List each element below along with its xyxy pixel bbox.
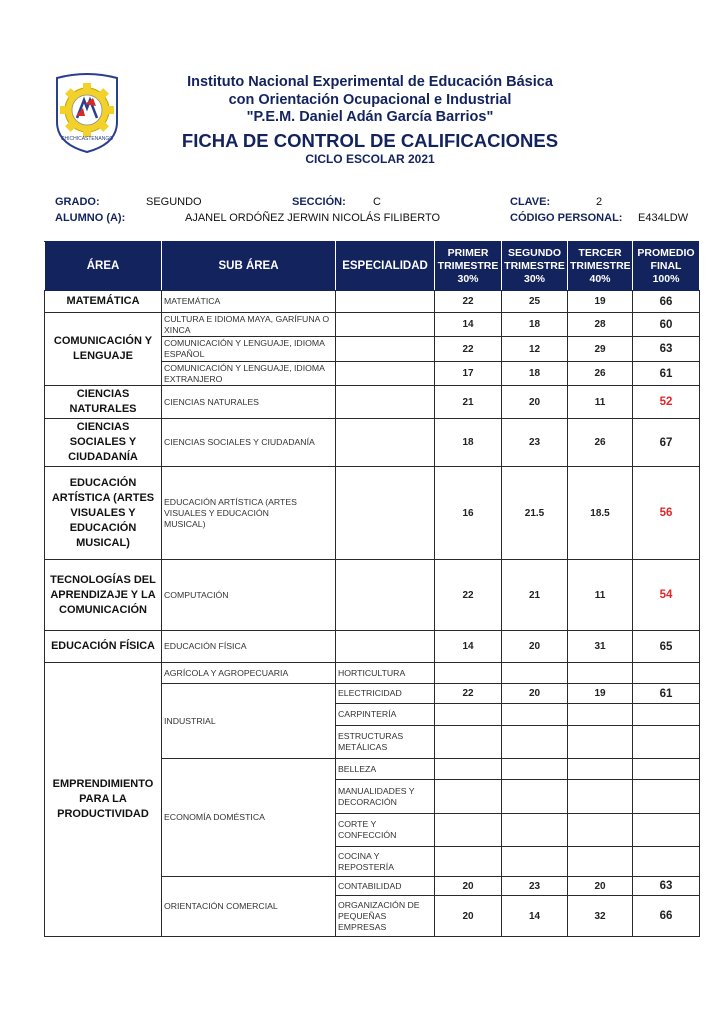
subarea-cell: COMUNICACIÓN Y LENGUAJE, IDIOMA ESPAÑOL — [162, 337, 336, 362]
svg-text:CHICHICASTENANGO: CHICHICASTENANGO — [60, 136, 114, 142]
grade-t3: 32 — [568, 896, 633, 937]
grade-t2: 12 — [502, 337, 568, 362]
table-row — [45, 467, 700, 560]
grade-t3: 29 — [568, 337, 633, 362]
grade-t3 — [568, 759, 633, 780]
codigo-personal-value: E434LDW — [638, 212, 689, 224]
grade-promedio-failing: 54 — [633, 560, 700, 631]
grade-promedio: 66 — [633, 896, 700, 937]
grade-t1 — [435, 704, 502, 726]
seccion-label: SECCIÓN: — [292, 196, 346, 208]
subarea-cell: ECONOMÍA DOMÉSTICA — [162, 759, 336, 877]
grade-t1: 20 — [435, 877, 502, 896]
table-row — [45, 631, 700, 663]
grade-t2: 21.5 — [502, 467, 568, 560]
alumno-label: ALUMNO (A): — [55, 212, 126, 224]
grade-t2: 18 — [502, 362, 568, 386]
grade-t1: 17 — [435, 362, 502, 386]
col-header-especialidad: ESPECIALIDAD — [336, 242, 435, 291]
table-header-row — [45, 242, 700, 291]
area-ciencias-sociales: CIENCIAS SOCIALES Y CIUDADANÍA — [45, 419, 162, 467]
especialidad-cell — [336, 419, 435, 467]
grade-t1: 22 — [435, 291, 502, 313]
especialidad-cell: COCINA Y REPOSTERÍA — [336, 847, 435, 877]
area-comunicacion: COMUNICACIÓN Y LENGUAJE — [45, 313, 162, 386]
col-header-tercer-trimestre: TERCER TRIMESTRE 40% — [568, 242, 633, 291]
grade-t1: 14 — [435, 631, 502, 663]
grade-t1: 22 — [435, 684, 502, 704]
grade-t3: 19 — [568, 684, 633, 704]
grade-t3: 11 — [568, 386, 633, 419]
col-header-primer-trimestre: PRIMER TRIMESTRE 30% — [435, 242, 502, 291]
grade-t3: 26 — [568, 419, 633, 467]
grade-promedio — [633, 726, 700, 759]
grade-t1: 18 — [435, 419, 502, 467]
institution-name-line3: "P.E.M. Daniel Adán García Barrios" — [246, 109, 494, 125]
grade-promedio: 61 — [633, 684, 700, 704]
especialidad-cell: BELLEZA — [336, 759, 435, 780]
especialidad-cell: ELECTRICIDAD — [336, 684, 435, 704]
col-header-segundo-trimestre: SEGUNDO TRIMESTRE 30% — [502, 242, 568, 291]
grades-table — [44, 241, 700, 937]
especialidad-cell: ORGANIZACIÓN DE PEQUEÑAS EMPRESAS — [336, 896, 435, 937]
grado-label: GRADO: — [55, 196, 100, 208]
area-ciencias-naturales: CIENCIAS NATURALES — [45, 386, 162, 419]
grade-promedio: 63 — [633, 877, 700, 896]
grade-t2: 20 — [502, 631, 568, 663]
grade-t1 — [435, 759, 502, 780]
area-matematica: MATEMÁTICA — [45, 291, 162, 313]
grade-t3 — [568, 814, 633, 847]
grade-promedio — [633, 780, 700, 814]
area-educacion-fisica: EDUCACIÓN FÍSICA — [45, 631, 162, 663]
grade-t1: 16 — [435, 467, 502, 560]
grade-t3: 11 — [568, 560, 633, 631]
grade-promedio-failing: 56 — [633, 467, 700, 560]
table-row — [45, 313, 700, 337]
grade-t3: 19 — [568, 291, 633, 313]
especialidad-cell — [336, 313, 435, 337]
grade-t3: 20 — [568, 877, 633, 896]
grade-t2 — [502, 663, 568, 684]
grade-t3 — [568, 780, 633, 814]
codigo-personal-label: CÓDIGO PERSONAL: — [510, 212, 623, 224]
seccion-value: C — [373, 196, 381, 208]
grade-promedio: 65 — [633, 631, 700, 663]
grade-t1: 21 — [435, 386, 502, 419]
especialidad-cell: MANUALIDADES Y DECORACIÓN — [336, 780, 435, 814]
institution-name-line2: con Orientación Ocupacional e Industrial — [228, 91, 512, 108]
table-row — [45, 560, 700, 631]
grado-value: SEGUNDO — [146, 196, 202, 208]
grade-t1 — [435, 726, 502, 759]
especialidad-cell: HORTICULTURA — [336, 663, 435, 684]
especialidad-cell — [336, 560, 435, 631]
subarea-cell: AGRÍCOLA Y AGROPECUARIA — [162, 663, 336, 684]
grade-promedio-failing: 52 — [633, 386, 700, 419]
grade-t2 — [502, 704, 568, 726]
especialidad-cell — [336, 291, 435, 313]
subarea-cell: CULTURA E IDIOMA MAYA, GARÍFUNA O XINCA — [162, 313, 336, 337]
especialidad-cell: CORTE Y CONFECCIÓN — [336, 814, 435, 847]
subarea-cell: ORIENTACIÓN COMERCIAL — [162, 877, 336, 937]
grade-t1 — [435, 780, 502, 814]
especialidad-cell: ESTRUCTURAS METÁLICAS — [336, 726, 435, 759]
grade-t1: 20 — [435, 896, 502, 937]
grade-t1: 22 — [435, 337, 502, 362]
grade-t2: 23 — [502, 877, 568, 896]
especialidad-cell — [336, 631, 435, 663]
grade-t1 — [435, 663, 502, 684]
grade-t2 — [502, 780, 568, 814]
subarea-cell: EDUCACIÓN FÍSICA — [162, 631, 336, 663]
grade-t3: 26 — [568, 362, 633, 386]
area-tecnologias: TECNOLOGÍAS DEL APRENDIZAJE Y LA COMUNICACIÓN — [45, 560, 162, 631]
grade-promedio — [633, 814, 700, 847]
grade-t2 — [502, 814, 568, 847]
grade-t3 — [568, 704, 633, 726]
grade-t3 — [568, 847, 633, 877]
clave-value: 2 — [596, 196, 603, 208]
grade-t2: 20 — [502, 386, 568, 419]
alumno-value: AJANEL ORDÓÑEZ JERWIN NICOLÁS FILIBERTO — [185, 212, 441, 224]
grade-t3 — [568, 726, 633, 759]
especialidad-cell — [336, 362, 435, 386]
col-header-subarea: SUB ÁREA — [162, 242, 336, 291]
table-row — [45, 663, 700, 684]
especialidad-cell: CONTABILIDAD — [336, 877, 435, 896]
grade-t3: 31 — [568, 631, 633, 663]
grade-t3: 18.5 — [568, 467, 633, 560]
grade-t2: 18 — [502, 313, 568, 337]
subarea-cell: COMPUTACIÓN — [162, 560, 336, 631]
grade-t1 — [435, 814, 502, 847]
grade-t2 — [502, 726, 568, 759]
document-header — [160, 74, 580, 166]
grade-t3 — [568, 663, 633, 684]
grade-promedio: 66 — [633, 291, 700, 313]
grade-t1 — [435, 847, 502, 877]
grade-promedio — [633, 847, 700, 877]
especialidad-cell — [336, 386, 435, 419]
grade-promedio: 61 — [633, 362, 700, 386]
subarea-cell: MATEMÁTICA — [162, 291, 336, 313]
area-educacion-artistica: EDUCACIÓN ARTÍSTICA (ARTES VISUALES Y EDUCACIÓN MUSICAL) — [45, 467, 162, 560]
especialidad-cell: CARPINTERÍA — [336, 704, 435, 726]
especialidad-cell — [336, 337, 435, 362]
grade-promedio — [633, 704, 700, 726]
table-row — [45, 386, 700, 419]
institution-name-line1: Instituto Nacional Experimental de Educación Básica — [187, 74, 553, 90]
grade-t2: 14 — [502, 896, 568, 937]
col-header-promedio-final: PROMEDIO FINAL 100% — [633, 242, 700, 291]
clave-label: CLAVE: — [510, 196, 551, 208]
especialidad-cell — [336, 467, 435, 560]
subarea-cell: CIENCIAS SOCIALES Y CIUDADANÍA — [162, 419, 336, 467]
grade-t1: 22 — [435, 560, 502, 631]
subarea-cell: INDUSTRIAL — [162, 684, 336, 759]
grade-t2: 20 — [502, 684, 568, 704]
school-logo — [51, 72, 123, 154]
subarea-cell: CIENCIAS NATURALES — [162, 386, 336, 419]
col-header-area: ÁREA — [45, 242, 162, 291]
grade-promedio: 67 — [633, 419, 700, 467]
grade-promedio: 63 — [633, 337, 700, 362]
grade-t2 — [502, 847, 568, 877]
grade-t1: 14 — [435, 313, 502, 337]
subarea-cell: COMUNICACIÓN Y LENGUAJE, IDIOMA EXTRANJERO — [162, 362, 336, 386]
area-emprendimiento: EMPRENDIMIENTO PARA LA PRODUCTIVIDAD — [45, 663, 162, 937]
grade-t2: 25 — [502, 291, 568, 313]
grade-t3: 28 — [568, 313, 633, 337]
document-title: FICHA DE CONTROL DE CALIFICACIONES — [181, 129, 559, 151]
grade-t2: 23 — [502, 419, 568, 467]
grade-promedio — [633, 663, 700, 684]
table-row — [45, 419, 700, 467]
grade-t2: 21 — [502, 560, 568, 631]
school-year: CICLO ESCOLAR 2021 — [305, 151, 435, 166]
grade-t2 — [502, 759, 568, 780]
subarea-cell: EDUCACIÓN ARTÍSTICA (ARTES VISUALES Y EDUCACIÓN MUSICAL) — [162, 467, 336, 560]
grade-promedio — [633, 759, 700, 780]
grade-promedio: 60 — [633, 313, 700, 337]
table-row — [45, 291, 700, 313]
